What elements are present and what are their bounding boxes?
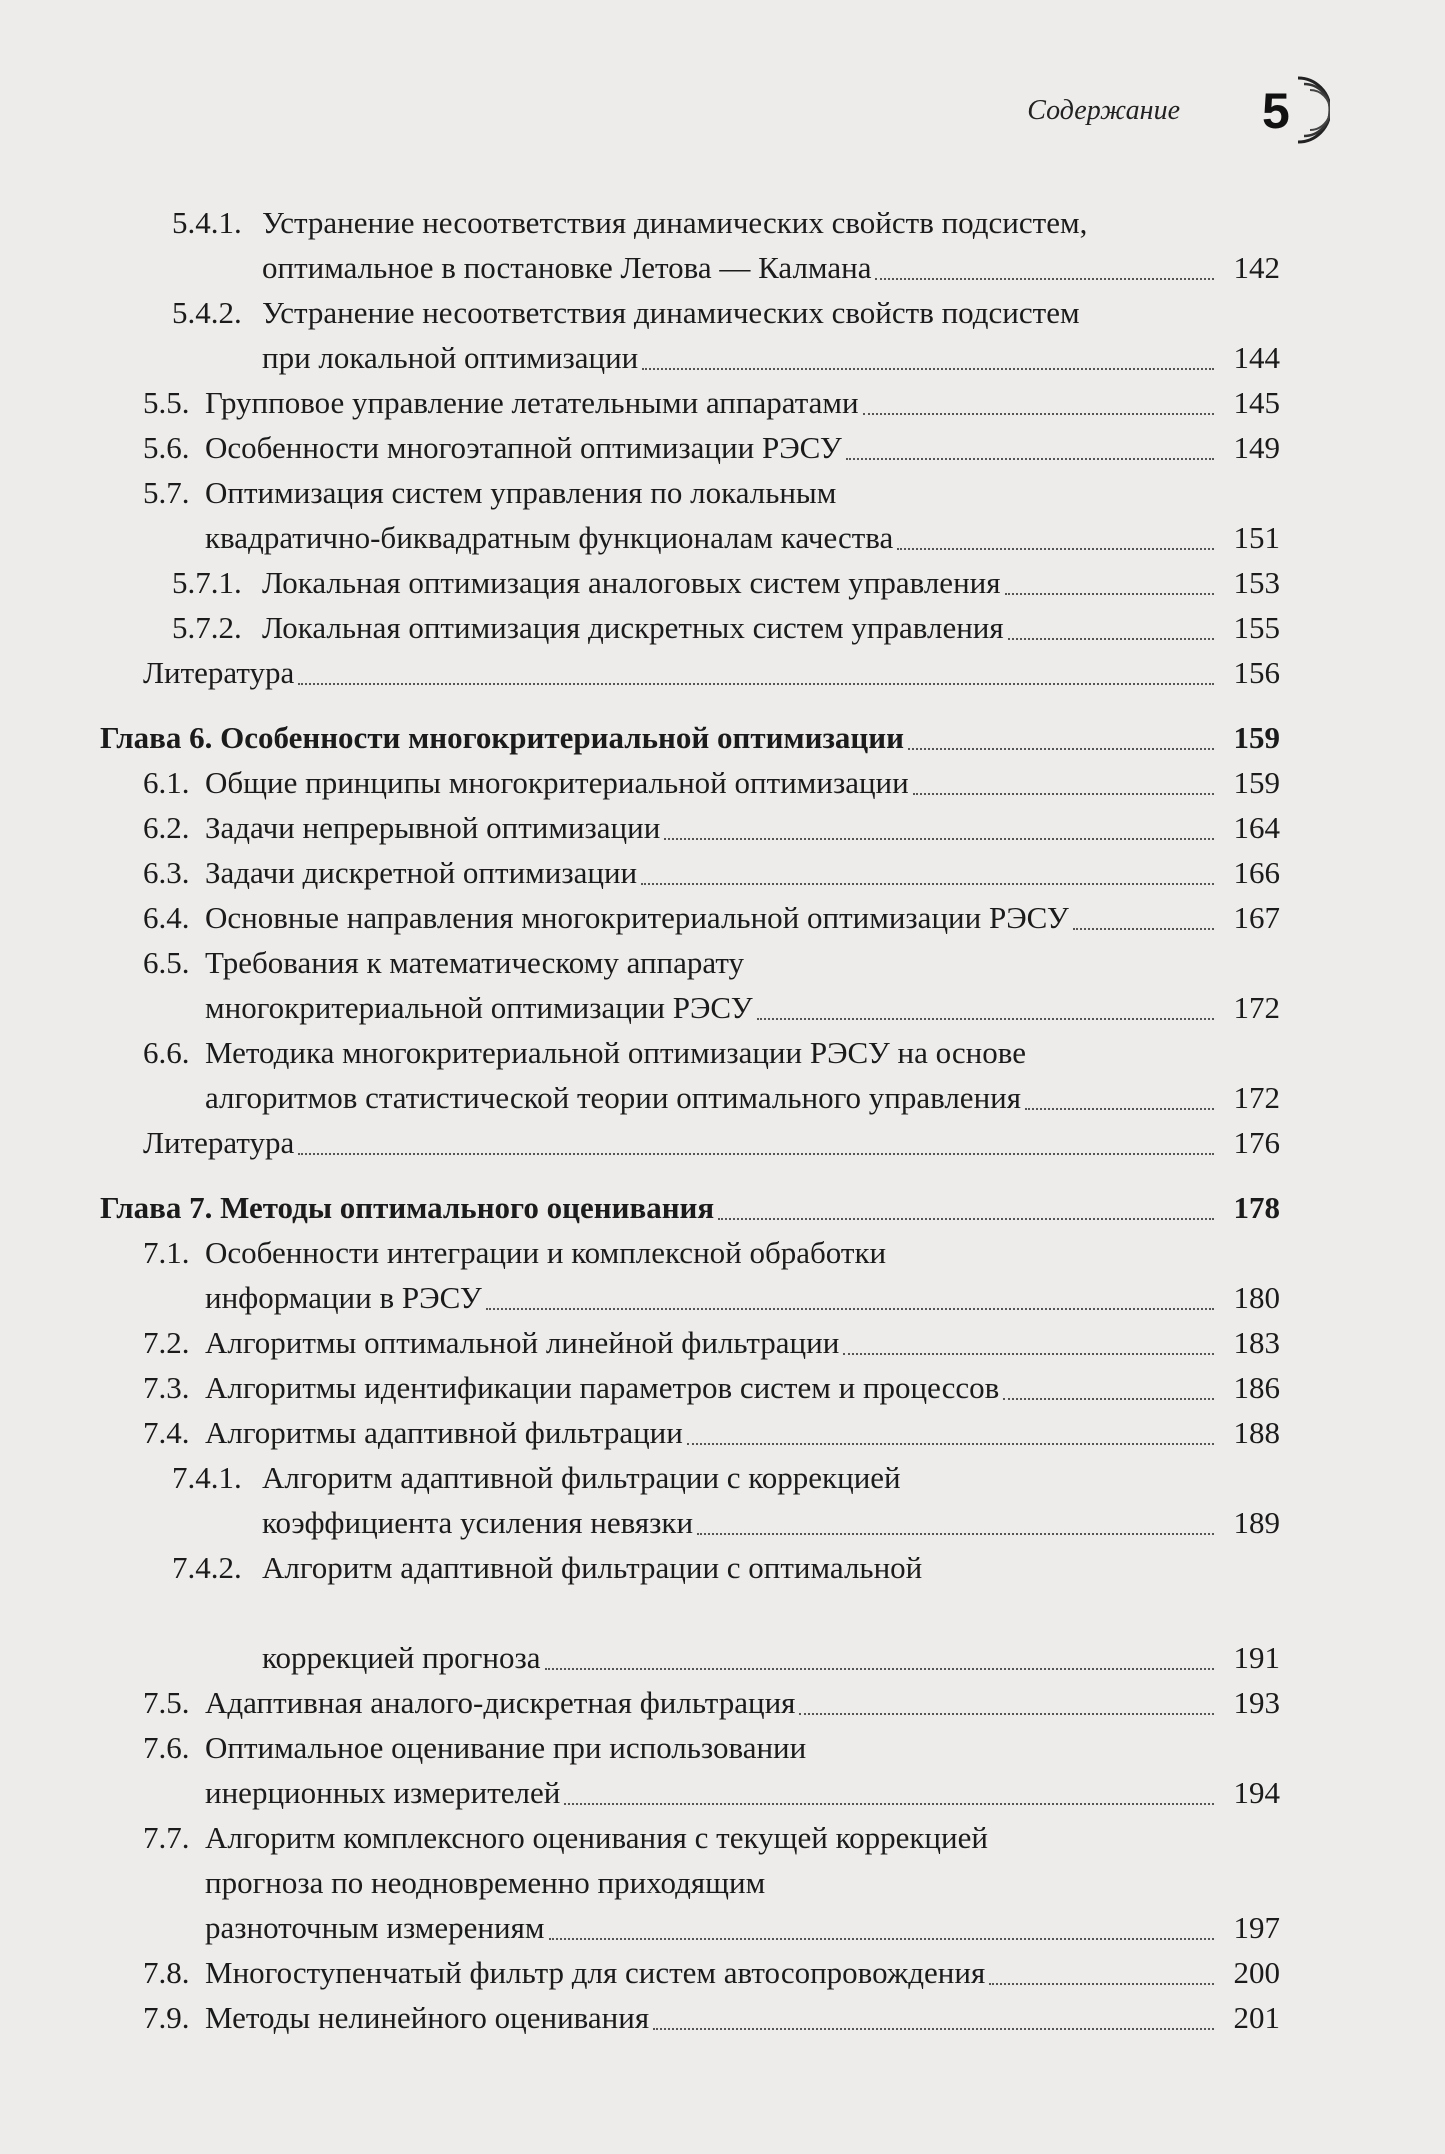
toc-entry[interactable] [0, 1455, 1445, 1545]
toc-entry[interactable] [0, 380, 1445, 425]
toc-page-number: 180 [1233, 1280, 1280, 1315]
toc-entry-title-line: Литература [143, 1125, 295, 1160]
toc-entry[interactable] [0, 200, 1445, 290]
toc-entry-number: 5.7. [143, 475, 190, 510]
toc-entry-title-line: коррекцией прогноза [262, 1640, 541, 1675]
toc-entry[interactable] [0, 1120, 1445, 1165]
toc-entry-title-line: Оптимальное оценивание при использовании [205, 1730, 807, 1765]
toc-entry-title-line: Глава 7. Методы оптимального оценивания [100, 1190, 715, 1225]
toc-leader-dots [687, 1443, 1214, 1445]
toc-leader-dots [664, 838, 1214, 840]
toc-leader-dots [549, 1938, 1214, 1940]
toc-page-number: 151 [1233, 520, 1280, 555]
toc-entry[interactable] [0, 1365, 1445, 1410]
toc-page-number: 167 [1233, 900, 1280, 935]
toc-entry-number: 6.1. [143, 765, 190, 800]
toc-entry-title-line: Алгоритм комплексного оценивания с текущей коррекцией [205, 1820, 988, 1855]
toc-leader-dots [875, 278, 1214, 280]
toc-leader-dots [863, 413, 1214, 415]
toc-entry-title-line: информации в РЭСУ [205, 1280, 482, 1315]
toc-leader-dots [564, 1803, 1214, 1805]
toc-entry-title-line: многокритериальной оптимизации РЭСУ [205, 990, 753, 1025]
toc-entry[interactable] [0, 1950, 1445, 1995]
toc-entry-title-line: Алгоритм адаптивной фильтрации с коррекцией [262, 1460, 901, 1495]
toc-entry[interactable] [0, 760, 1445, 805]
toc-page-number: 191 [1233, 1640, 1280, 1675]
toc-entry-title-line: при локальной оптимизации [262, 340, 639, 375]
toc-entry-number: 5.7.1. [172, 565, 242, 600]
toc-entry-title-line: Требования к математическому аппарату [205, 945, 744, 980]
toc-entry-number: 7.4.1. [172, 1460, 242, 1495]
toc-entry-title-line: Многоступенчатый фильтр для систем автосопровождения [205, 1955, 986, 1990]
toc-entry-number: 7.7. [143, 1820, 190, 1855]
toc-entry-title-line: Методы нелинейного оценивания [205, 2000, 650, 2035]
toc-entry-number: 7.8. [143, 1955, 190, 1990]
toc-page-number: 153 [1233, 565, 1280, 600]
toc-chapter-entry[interactable] [0, 715, 1445, 760]
toc-entry[interactable] [0, 940, 1445, 1030]
toc-entry-number: 7.5. [143, 1685, 190, 1720]
toc-entry-number: 6.2. [143, 810, 190, 845]
toc-page-number: 159 [1233, 720, 1280, 755]
toc-entry-title-line: квадратично-биквадратным функционалам качества [205, 520, 894, 555]
toc-entry[interactable] [0, 1545, 1445, 1680]
toc-leader-dots [486, 1308, 1214, 1310]
toc-entry-title-line: Алгоритмы идентификации параметров систем и процессов [205, 1370, 1000, 1405]
toc-entry[interactable] [0, 425, 1445, 470]
toc-entry-title-line: Алгоритмы адаптивной фильтрации [205, 1415, 683, 1450]
toc-entry-number: 5.6. [143, 430, 190, 465]
toc-entry[interactable] [0, 1995, 1445, 2040]
toc-entry-title-line: Основные направления многокритериальной оптимизации РЭСУ [205, 900, 1069, 935]
toc-entry[interactable] [0, 1815, 1445, 1950]
toc-page-number: 166 [1233, 855, 1280, 890]
toc-page-number: 172 [1233, 990, 1280, 1025]
toc-entry[interactable] [0, 850, 1445, 895]
toc-entry-title-line: коэффициента усиления невязки [262, 1505, 694, 1540]
toc-entry-number: 7.1. [143, 1235, 190, 1270]
toc-leader-dots [697, 1533, 1214, 1535]
toc-entry-number: 5.4.1. [172, 205, 242, 240]
toc-page-number: 189 [1233, 1505, 1280, 1540]
toc-entry-title-line: Задачи непрерывной оптимизации [205, 810, 661, 845]
toc-entry-title-line: прогноза по неодновременно приходящим [205, 1865, 766, 1900]
toc-entry-title-line: разноточным измерениям [205, 1910, 545, 1945]
toc-entry-title-line: Методика многокритериальной оптимизации РЭСУ на основе [205, 1035, 1026, 1070]
toc-entry-title-line: Особенности интеграции и комплексной обработки [205, 1235, 887, 1270]
toc-leader-dots [298, 683, 1214, 685]
toc-entry-number: 7.9. [143, 2000, 190, 2035]
toc-page-number: 186 [1233, 1370, 1280, 1405]
toc-page-number: 200 [1233, 1955, 1280, 1990]
toc-entry-number: 5.7.2. [172, 610, 242, 645]
toc-page-number: 201 [1233, 2000, 1280, 2035]
toc-entry[interactable] [0, 805, 1445, 850]
toc-entry[interactable] [0, 290, 1445, 380]
toc-leader-dots [908, 748, 1214, 750]
toc-leader-dots [1073, 928, 1214, 930]
toc-entry-title-line: инерционных измерителей [205, 1775, 561, 1810]
toc-entry[interactable] [0, 1680, 1445, 1725]
toc-entry[interactable] [0, 650, 1445, 695]
toc-leader-dots [718, 1218, 1214, 1220]
toc-entry-title-line: Алгоритм адаптивной фильтрации с оптимальной [262, 1550, 923, 1585]
toc-leader-dots [1003, 1398, 1214, 1400]
toc-page-number: 197 [1233, 1910, 1280, 1945]
toc-leader-dots [1008, 638, 1214, 640]
toc-page-number: 193 [1233, 1685, 1280, 1720]
toc-page-number: 164 [1233, 810, 1280, 845]
toc-entry-number: 7.3. [143, 1370, 190, 1405]
toc-entry-title-line: Общие принципы многокритериальной оптимизации [205, 765, 909, 800]
toc-leader-dots [1025, 1108, 1214, 1110]
toc-entry[interactable] [0, 605, 1445, 650]
toc-entry[interactable] [0, 895, 1445, 940]
toc-leader-dots [757, 1018, 1214, 1020]
toc-entry-number: 6.4. [143, 900, 190, 935]
toc-entry-title-line: Групповое управление летательными аппаратами [205, 385, 859, 420]
toc-leader-dots [1005, 593, 1214, 595]
toc-leader-dots [846, 458, 1214, 460]
toc-entry-title-line: Алгоритмы оптимальной линейной фильтрации [205, 1325, 840, 1360]
toc-page-number: 159 [1233, 765, 1280, 800]
toc-entry-title-line: алгоритмов статистической теории оптимального управления [205, 1080, 1022, 1115]
toc-page-number: 172 [1233, 1080, 1280, 1115]
toc-leader-dots [545, 1668, 1214, 1670]
page-number: 5 [1262, 83, 1290, 139]
toc-leader-dots [843, 1353, 1214, 1355]
toc-entry-title-line: Особенности многоэтапной оптимизации РЭСУ [205, 430, 842, 465]
toc-entry-number: 5.4.2. [172, 295, 242, 330]
toc-entry-title-line: Глава 6. Особенности многокритериальной оптимизации [100, 720, 904, 755]
toc-entry[interactable] [0, 560, 1445, 605]
toc-page-number: 149 [1233, 430, 1280, 465]
toc-entry-number: 6.5. [143, 945, 190, 980]
toc-entry-title-line: Устранение несоответствия динамических свойств подсистем [262, 295, 1080, 330]
toc-page-number: 145 [1233, 385, 1280, 420]
toc-entry-title-line: Локальная оптимизация дискретных систем управления [262, 610, 1004, 645]
toc-page-number: 144 [1233, 340, 1280, 375]
toc-entry-title-line: Литература [143, 655, 295, 690]
toc-entry-title-line: Оптимизация систем управления по локальным [205, 475, 837, 510]
toc-entry-number: 6.6. [143, 1035, 190, 1070]
toc-page-number: 183 [1233, 1325, 1280, 1360]
toc-leader-dots [897, 548, 1214, 550]
toc-entry-number: 5.5. [143, 385, 190, 420]
toc-entry-title-line: Локальная оптимизация аналоговых систем управления [262, 565, 1001, 600]
toc-leader-dots [642, 368, 1214, 370]
toc-page-number: 178 [1233, 1190, 1280, 1225]
toc-page-number: 194 [1233, 1775, 1280, 1810]
toc-leader-dots [653, 2028, 1214, 2030]
toc-entry-number: 7.4. [143, 1415, 190, 1450]
toc-page-number: 176 [1233, 1125, 1280, 1160]
toc-page-number: 155 [1233, 610, 1280, 645]
toc-leader-dots [913, 793, 1214, 795]
toc-entry-number: 7.6. [143, 1730, 190, 1765]
toc-page-number: 156 [1233, 655, 1280, 690]
toc-entry-title-line: Задачи дискретной оптимизации [205, 855, 638, 890]
toc-entry[interactable] [0, 1230, 1445, 1320]
toc-leader-dots [298, 1153, 1214, 1155]
toc-entry[interactable] [0, 1410, 1445, 1455]
toc-entry-title-line: Адаптивная аналого-дискретная фильтрация [205, 1685, 796, 1720]
toc-entry-number: 7.4.2. [172, 1550, 242, 1585]
toc-chapter-entry[interactable] [0, 1185, 1445, 1230]
toc-entry-title-line: оптимальное в постановке Летова — Калмана [262, 250, 872, 285]
toc-entry[interactable] [0, 1320, 1445, 1365]
toc-leader-dots [641, 883, 1214, 885]
toc-entry[interactable] [0, 1030, 1445, 1120]
toc-leader-dots [799, 1713, 1214, 1715]
toc-page-number: 142 [1233, 250, 1280, 285]
toc-entry[interactable] [0, 470, 1445, 560]
toc-entry[interactable] [0, 1725, 1445, 1815]
toc-page-number: 188 [1233, 1415, 1280, 1450]
toc-entry-number: 7.2. [143, 1325, 190, 1360]
running-head: Содержание [1027, 95, 1180, 126]
toc-entry-number: 6.3. [143, 855, 190, 890]
toc-entry-title-line: Устранение несоответствия динамических свойств подсистем, [262, 205, 1088, 240]
toc-leader-dots [989, 1983, 1214, 1985]
